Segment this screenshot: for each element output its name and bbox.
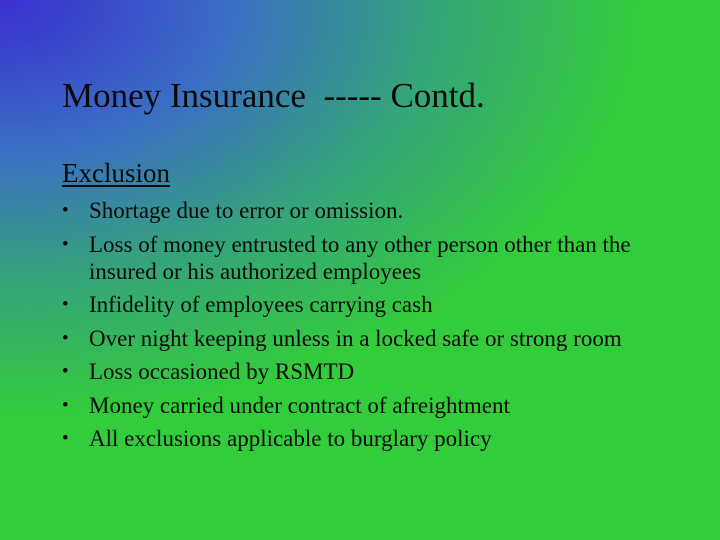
list-item bbox=[62, 231, 702, 285]
bullet-icon: • bbox=[62, 361, 69, 382]
list-item-text: Over night keeping unless in a locked safe or strong room bbox=[89, 325, 622, 351]
list-item-text: Loss of money entrusted to any other person other than the insured or his authorized employees bbox=[89, 231, 631, 284]
list-item-text: Loss occasioned by RSMTD bbox=[89, 359, 355, 384]
exclusion-list bbox=[62, 197, 702, 459]
list-item bbox=[62, 325, 702, 352]
list-item-text: All exclusions applicable to burglary policy bbox=[89, 426, 492, 451]
bullet-icon: • bbox=[62, 200, 69, 221]
list-item-text: Money carried under contract of afreightment bbox=[89, 392, 510, 418]
list-item bbox=[62, 358, 702, 385]
slide-title: Money Insurance ----- Contd. bbox=[62, 76, 485, 115]
list-item-text: Shortage due to error or omission. bbox=[89, 198, 404, 223]
list-item-text: Infidelity of employees carrying cash bbox=[89, 292, 433, 317]
bullet-icon: • bbox=[62, 233, 69, 255]
bullet-icon: • bbox=[62, 294, 69, 315]
list-item bbox=[62, 392, 702, 419]
bullet-icon: • bbox=[62, 394, 69, 416]
section-heading-exclusion: Exclusion bbox=[62, 158, 170, 188]
bullet-icon: • bbox=[62, 428, 69, 449]
bullet-icon: • bbox=[62, 327, 69, 349]
list-item bbox=[62, 425, 702, 452]
list-item bbox=[62, 291, 702, 318]
list-item bbox=[62, 197, 702, 224]
